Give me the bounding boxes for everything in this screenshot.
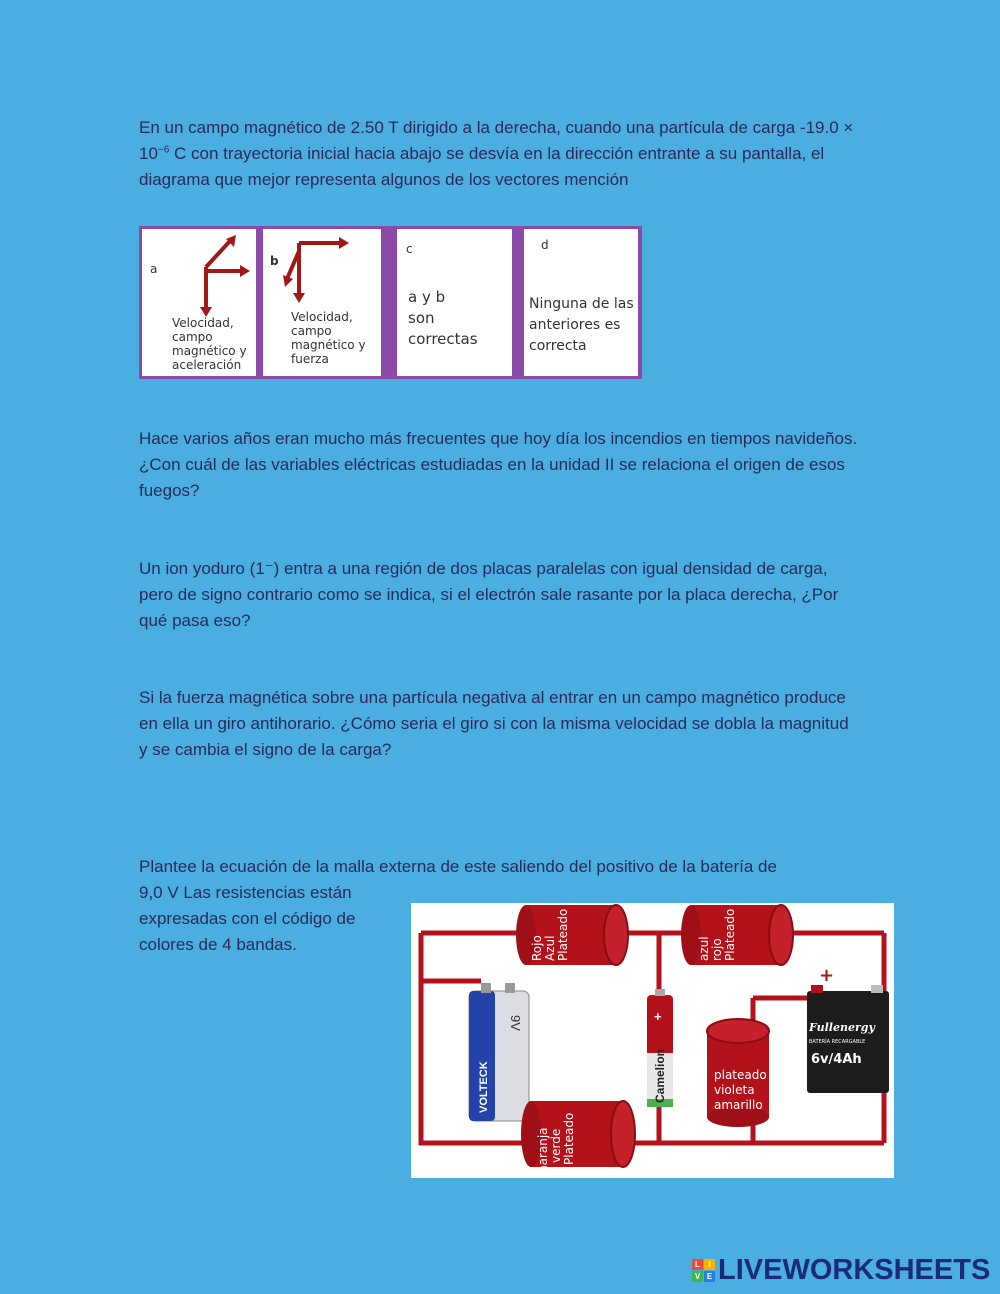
- logo-mark-i: I: [704, 1259, 715, 1270]
- option-a-text: Velocidad, campo magnético y aceleración: [172, 316, 247, 372]
- resistor-top-left-band-2: Azul: [543, 935, 557, 961]
- resistor-middle-band-3: amarillo: [714, 1098, 763, 1112]
- resistor-bottom-band-3: Plateado: [562, 1112, 576, 1165]
- option-b-text: Velocidad, campo magnético y fuerza: [291, 310, 366, 366]
- option-b-letter: b: [270, 254, 279, 268]
- option-d-letter: d: [541, 238, 549, 252]
- option-d[interactable]: [524, 229, 638, 376]
- resistor-top-left-band-1: Rojo: [530, 935, 544, 961]
- liveworksheets-logo-mark-icon: [692, 1259, 715, 1282]
- logo-text: LIVEWORKSHEETS: [718, 1253, 991, 1286]
- option-c[interactable]: [397, 229, 512, 376]
- battery-6v-rating: 6v/4Ah: [811, 1052, 862, 1067]
- answer-options-panel: [139, 226, 642, 379]
- question-1: [139, 115, 859, 193]
- option-b-vector-diagram: [263, 229, 381, 309]
- question-5-rest: 9,0 V Las resistencias están expresadas con el código de colores de 4 bandas.: [139, 883, 356, 954]
- logo-mark-e: E: [704, 1271, 715, 1282]
- resistor-bottom-band-1: naranja: [536, 1127, 550, 1173]
- question-5-line-1: Plantee la ecuación de la malla externa de este saliendo del positivo de la batería de: [139, 857, 777, 876]
- question-3: Un ion yoduro (1⁻) entra a una región de dos placas paralelas con igual densidad de carga, pero de signo contrario como se indica, si el electrón sale rasante por la placa derecha, ¿Por qué pasa eso?: [139, 559, 839, 630]
- battery-6v-brand: Fullenergy: [809, 1021, 875, 1034]
- option-d-text: Ninguna de las anteriores es correcta: [529, 296, 634, 354]
- exponent: −6: [157, 144, 170, 156]
- option-b[interactable]: [263, 229, 381, 376]
- battery-aa-plus: +: [654, 1009, 662, 1024]
- battery-aa-brand: Camelion: [653, 1048, 667, 1103]
- battery-9v-brand: VOLTECK: [478, 1061, 490, 1113]
- resistor-middle-band-1: plateado: [714, 1068, 767, 1082]
- resistor-top-right-band-2: rojo: [710, 938, 724, 961]
- option-c-letter: c: [406, 242, 413, 256]
- circuit-diagram: [411, 903, 894, 1178]
- option-c-text: a y b son correctas: [408, 288, 478, 348]
- battery-9v-label: 9V: [508, 1015, 523, 1031]
- logo-mark-l: L: [692, 1259, 703, 1270]
- liveworksheets-logo[interactable]: [692, 1254, 990, 1286]
- question-4: Si la fuerza magnética sobre una partícula negativa al entrar en un campo magnético produce en ella un giro antihorario. ¿Cómo seria el giro si con la misma velocidad se dobla la magnitud y se cambia el signo de la carga?: [139, 688, 849, 759]
- option-a[interactable]: [142, 229, 256, 376]
- question-2: Hace varios años eran mucho más frecuentes que hoy día los incendios en tiempos navideños. ¿Con cuál de las variables eléctricas estudiadas en la unidad II se relaciona el origen de esos fuegos?: [139, 429, 858, 500]
- question-1-text-end: C con trayectoria inicial hacia abajo se desvía en la dirección entrante a su pantalla, el diagrama que mejor representa algunos de los vectores mención: [139, 144, 825, 189]
- resistor-top-right-band-1: azul: [697, 936, 711, 961]
- battery-6v-subtitle: BATERÍA RECARGABLE: [809, 1039, 866, 1045]
- resistor-top-right-band-3: Plateado: [723, 908, 737, 961]
- resistor-top-left-band-3: Plateado: [556, 908, 570, 961]
- option-a-vector-diagram: [142, 229, 256, 329]
- logo-mark-v: V: [692, 1271, 703, 1282]
- resistor-bottom-band-2: verde: [549, 1128, 563, 1163]
- battery-6v-plus: +: [819, 965, 835, 986]
- option-a-letter: a: [150, 262, 158, 276]
- question-1-text-start: En un campo magnético de 2.50 T dirigido a la derecha, cuando una partícula de carga -19.0 × 10: [139, 118, 854, 163]
- resistor-middle-band-2: violeta: [714, 1083, 755, 1097]
